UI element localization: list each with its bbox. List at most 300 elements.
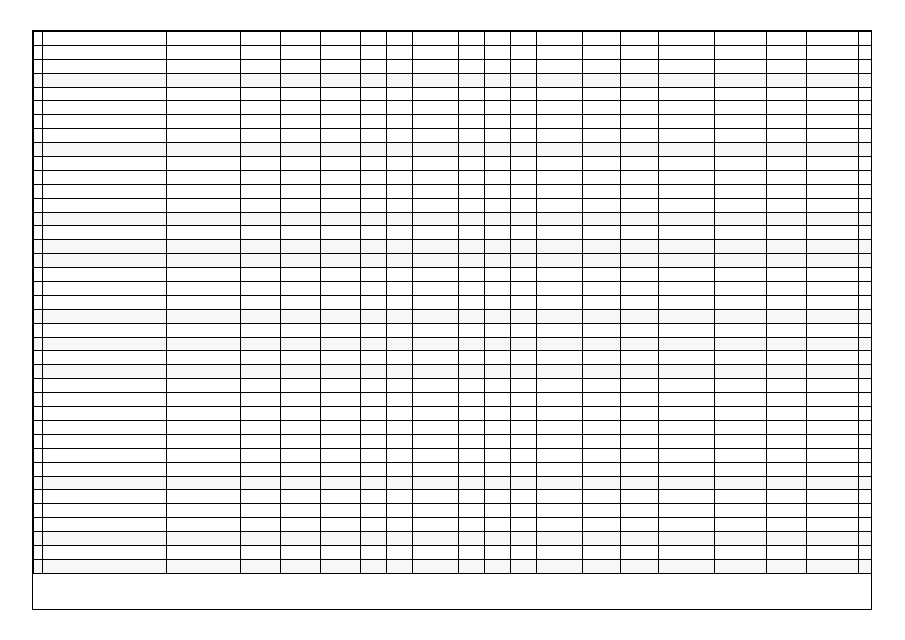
table-cell bbox=[361, 407, 387, 421]
table-cell bbox=[859, 504, 873, 518]
table-cell bbox=[459, 295, 485, 309]
table-cell bbox=[583, 532, 621, 546]
section-total-row bbox=[34, 337, 873, 351]
table-cell bbox=[715, 115, 767, 129]
table-cell bbox=[659, 240, 715, 254]
table-cell bbox=[485, 129, 511, 143]
table-cell bbox=[459, 129, 485, 143]
table-cell bbox=[241, 337, 281, 351]
table-cell bbox=[485, 504, 511, 518]
table-cell bbox=[43, 309, 167, 323]
table-cell bbox=[767, 365, 807, 379]
table-cell bbox=[413, 198, 459, 212]
table-cell bbox=[361, 448, 387, 462]
table-cell bbox=[459, 184, 485, 198]
table-cell bbox=[413, 59, 459, 73]
table-cell bbox=[715, 170, 767, 184]
table-cell bbox=[387, 101, 413, 115]
table-cell bbox=[387, 559, 413, 573]
table-cell bbox=[859, 420, 873, 434]
section-total-row bbox=[34, 476, 873, 490]
table-cell bbox=[459, 407, 485, 421]
table-cell bbox=[659, 282, 715, 296]
table-cell bbox=[485, 268, 511, 282]
table-cell bbox=[43, 559, 167, 573]
table-cell bbox=[859, 351, 873, 365]
table-cell bbox=[387, 393, 413, 407]
section-total-row bbox=[34, 212, 873, 226]
table-cell bbox=[485, 351, 511, 365]
section-total-row bbox=[34, 143, 873, 157]
table-cell bbox=[459, 462, 485, 476]
table-cell bbox=[537, 129, 583, 143]
table-cell bbox=[34, 157, 43, 171]
table-cell bbox=[241, 490, 281, 504]
table-cell bbox=[715, 254, 767, 268]
table-cell bbox=[459, 157, 485, 171]
table-cell bbox=[715, 379, 767, 393]
table-cell bbox=[459, 434, 485, 448]
table-cell bbox=[459, 143, 485, 157]
table-cell bbox=[241, 198, 281, 212]
table-cell bbox=[167, 73, 241, 87]
table-cell bbox=[659, 101, 715, 115]
table-cell bbox=[387, 545, 413, 559]
table-cell bbox=[281, 254, 321, 268]
table-cell bbox=[459, 393, 485, 407]
table-cell bbox=[387, 268, 413, 282]
table-cell bbox=[485, 212, 511, 226]
table-cell bbox=[583, 45, 621, 59]
table-cell bbox=[767, 504, 807, 518]
table-cell bbox=[485, 226, 511, 240]
table-cell bbox=[167, 323, 241, 337]
table-cell bbox=[511, 240, 537, 254]
table-cell bbox=[583, 129, 621, 143]
table-cell bbox=[859, 101, 873, 115]
table-cell bbox=[767, 393, 807, 407]
table-cell bbox=[167, 393, 241, 407]
table-cell bbox=[767, 184, 807, 198]
table-cell bbox=[659, 337, 715, 351]
table-cell bbox=[241, 434, 281, 448]
table-cell bbox=[621, 240, 659, 254]
table-cell bbox=[281, 490, 321, 504]
table-cell bbox=[583, 504, 621, 518]
table-cell bbox=[241, 309, 281, 323]
table-cell bbox=[807, 504, 859, 518]
table-cell bbox=[859, 407, 873, 421]
table-cell bbox=[361, 282, 387, 296]
table-cell bbox=[167, 545, 241, 559]
table-cell bbox=[361, 393, 387, 407]
table-cell bbox=[167, 184, 241, 198]
table-cell bbox=[281, 518, 321, 532]
table-cell bbox=[485, 32, 511, 46]
table-cell bbox=[241, 407, 281, 421]
table-cell bbox=[715, 532, 767, 546]
table-cell bbox=[859, 212, 873, 226]
table-cell bbox=[583, 157, 621, 171]
table-cell bbox=[807, 559, 859, 573]
table-cell bbox=[621, 490, 659, 504]
table-cell bbox=[537, 351, 583, 365]
table-cell bbox=[537, 448, 583, 462]
table-cell bbox=[281, 87, 321, 101]
table-cell bbox=[621, 351, 659, 365]
table-cell bbox=[459, 420, 485, 434]
table-cell bbox=[321, 240, 361, 254]
table-cell bbox=[413, 351, 459, 365]
table-cell bbox=[807, 198, 859, 212]
table-cell bbox=[34, 407, 43, 421]
table-cell bbox=[621, 393, 659, 407]
table-cell bbox=[361, 45, 387, 59]
table-cell bbox=[715, 87, 767, 101]
table-cell bbox=[241, 129, 281, 143]
table-cell bbox=[767, 323, 807, 337]
table-cell bbox=[387, 73, 413, 87]
table-cell bbox=[413, 504, 459, 518]
table-cell bbox=[34, 45, 43, 59]
table-cell bbox=[537, 101, 583, 115]
table-cell bbox=[621, 476, 659, 490]
table-cell bbox=[387, 129, 413, 143]
table-cell bbox=[511, 115, 537, 129]
table-cell bbox=[321, 545, 361, 559]
table-cell bbox=[321, 518, 361, 532]
table-cell bbox=[537, 365, 583, 379]
table-cell bbox=[621, 87, 659, 101]
table-cell bbox=[361, 129, 387, 143]
table-cell bbox=[583, 254, 621, 268]
table-cell bbox=[859, 268, 873, 282]
table-cell bbox=[715, 59, 767, 73]
table-cell bbox=[767, 45, 807, 59]
table-cell bbox=[583, 476, 621, 490]
table-cell bbox=[34, 170, 43, 184]
table-cell bbox=[34, 490, 43, 504]
housing-program-table bbox=[33, 31, 872, 574]
table-cell bbox=[43, 545, 167, 559]
table-cell bbox=[361, 240, 387, 254]
table-cell bbox=[34, 184, 43, 198]
table-cell bbox=[583, 212, 621, 226]
table-cell bbox=[485, 434, 511, 448]
table-cell bbox=[167, 490, 241, 504]
table-row bbox=[34, 184, 873, 198]
table-cell bbox=[43, 282, 167, 296]
table-cell bbox=[859, 184, 873, 198]
table-cell bbox=[387, 184, 413, 198]
table-cell bbox=[767, 143, 807, 157]
table-cell bbox=[715, 351, 767, 365]
table-cell bbox=[321, 351, 361, 365]
table-cell bbox=[387, 157, 413, 171]
table-cell bbox=[361, 212, 387, 226]
table-cell bbox=[241, 448, 281, 462]
table-cell bbox=[321, 170, 361, 184]
table-cell bbox=[485, 59, 511, 73]
table-cell bbox=[281, 393, 321, 407]
table-cell bbox=[167, 226, 241, 240]
table-cell bbox=[459, 226, 485, 240]
table-cell bbox=[583, 226, 621, 240]
table-cell bbox=[511, 254, 537, 268]
table-cell bbox=[43, 351, 167, 365]
table-cell bbox=[361, 226, 387, 240]
table-cell bbox=[281, 504, 321, 518]
table-cell bbox=[459, 532, 485, 546]
table-cell bbox=[537, 184, 583, 198]
table-row bbox=[34, 545, 873, 559]
table-cell bbox=[583, 407, 621, 421]
table-cell bbox=[413, 129, 459, 143]
table-cell bbox=[413, 545, 459, 559]
table-cell bbox=[537, 87, 583, 101]
table-cell bbox=[807, 212, 859, 226]
table-cell bbox=[621, 545, 659, 559]
table-cell bbox=[387, 32, 413, 46]
table-cell bbox=[413, 420, 459, 434]
table-cell bbox=[241, 115, 281, 129]
table-cell bbox=[859, 518, 873, 532]
table-cell bbox=[387, 448, 413, 462]
table-cell bbox=[281, 545, 321, 559]
table-cell bbox=[413, 226, 459, 240]
table-cell bbox=[387, 240, 413, 254]
table-cell bbox=[767, 73, 807, 87]
table-cell bbox=[537, 45, 583, 59]
table-cell bbox=[583, 143, 621, 157]
table-cell bbox=[859, 226, 873, 240]
table-cell bbox=[321, 365, 361, 379]
table-cell bbox=[485, 545, 511, 559]
table-cell bbox=[807, 420, 859, 434]
table-cell bbox=[413, 268, 459, 282]
table-cell bbox=[767, 59, 807, 73]
table-cell bbox=[281, 157, 321, 171]
table-cell bbox=[459, 268, 485, 282]
table-cell bbox=[485, 143, 511, 157]
table-cell bbox=[485, 462, 511, 476]
table-cell bbox=[485, 198, 511, 212]
table-row bbox=[34, 462, 873, 476]
table-cell bbox=[241, 143, 281, 157]
table-cell bbox=[167, 420, 241, 434]
table-cell bbox=[167, 379, 241, 393]
table-cell bbox=[459, 282, 485, 296]
table-cell bbox=[413, 323, 459, 337]
table-cell bbox=[34, 32, 43, 46]
table-cell bbox=[387, 143, 413, 157]
table-row bbox=[34, 59, 873, 73]
table-cell bbox=[281, 559, 321, 573]
table-cell bbox=[321, 87, 361, 101]
table-cell bbox=[241, 212, 281, 226]
table-cell bbox=[859, 545, 873, 559]
table-cell bbox=[34, 309, 43, 323]
table-cell bbox=[387, 45, 413, 59]
table-cell bbox=[281, 32, 321, 46]
table-cell bbox=[859, 379, 873, 393]
table-cell bbox=[387, 518, 413, 532]
table-cell bbox=[281, 337, 321, 351]
table-cell bbox=[459, 351, 485, 365]
table-cell bbox=[511, 323, 537, 337]
table-cell bbox=[659, 532, 715, 546]
table-cell bbox=[321, 337, 361, 351]
table-cell bbox=[321, 45, 361, 59]
table-cell bbox=[511, 101, 537, 115]
table-cell bbox=[859, 532, 873, 546]
table-cell bbox=[387, 476, 413, 490]
table-cell bbox=[387, 87, 413, 101]
table-cell bbox=[583, 559, 621, 573]
table-cell bbox=[511, 365, 537, 379]
table-cell bbox=[807, 115, 859, 129]
table-cell bbox=[715, 184, 767, 198]
table-row bbox=[34, 351, 873, 365]
table-cell bbox=[583, 282, 621, 296]
table-cell bbox=[715, 559, 767, 573]
table-cell bbox=[659, 559, 715, 573]
table-cell bbox=[715, 157, 767, 171]
table-cell bbox=[859, 476, 873, 490]
table-cell bbox=[34, 143, 43, 157]
table-cell bbox=[281, 129, 321, 143]
table-cell bbox=[34, 101, 43, 115]
table-cell bbox=[167, 268, 241, 282]
table-cell bbox=[583, 351, 621, 365]
table-cell bbox=[537, 73, 583, 87]
table-cell bbox=[767, 212, 807, 226]
table-cell bbox=[659, 309, 715, 323]
table-cell bbox=[537, 282, 583, 296]
table-cell bbox=[43, 462, 167, 476]
table-cell bbox=[767, 337, 807, 351]
table-cell bbox=[459, 559, 485, 573]
table-cell bbox=[485, 407, 511, 421]
section-total-row bbox=[34, 532, 873, 546]
table-cell bbox=[43, 407, 167, 421]
table-cell bbox=[537, 323, 583, 337]
table-cell bbox=[167, 504, 241, 518]
table-cell bbox=[621, 434, 659, 448]
table-cell bbox=[459, 101, 485, 115]
table-cell bbox=[459, 490, 485, 504]
table-cell bbox=[511, 87, 537, 101]
table-cell bbox=[485, 337, 511, 351]
table-cell bbox=[583, 240, 621, 254]
table-cell bbox=[241, 295, 281, 309]
table-cell bbox=[807, 254, 859, 268]
table-cell bbox=[859, 254, 873, 268]
table-row bbox=[34, 282, 873, 296]
table-cell bbox=[583, 87, 621, 101]
table-cell bbox=[361, 434, 387, 448]
table-cell bbox=[43, 87, 167, 101]
table-cell bbox=[511, 337, 537, 351]
table-cell bbox=[413, 87, 459, 101]
table-cell bbox=[659, 518, 715, 532]
table-cell bbox=[767, 226, 807, 240]
table-cell bbox=[361, 559, 387, 573]
table-cell bbox=[511, 448, 537, 462]
table-cell bbox=[859, 32, 873, 46]
table-cell bbox=[167, 351, 241, 365]
table-cell bbox=[167, 365, 241, 379]
table-cell bbox=[459, 59, 485, 73]
table-cell bbox=[859, 462, 873, 476]
table-cell bbox=[659, 87, 715, 101]
table-row bbox=[34, 504, 873, 518]
table-row bbox=[34, 490, 873, 504]
table-cell bbox=[583, 309, 621, 323]
table-cell bbox=[485, 170, 511, 184]
table-cell bbox=[387, 295, 413, 309]
table-cell bbox=[361, 143, 387, 157]
table-cell bbox=[387, 379, 413, 393]
table-cell bbox=[281, 365, 321, 379]
table-row bbox=[34, 420, 873, 434]
table-cell bbox=[859, 365, 873, 379]
section-total-row bbox=[34, 254, 873, 268]
table-cell bbox=[361, 101, 387, 115]
table-cell bbox=[583, 59, 621, 73]
table-cell bbox=[621, 309, 659, 323]
table-cell bbox=[34, 254, 43, 268]
table-cell bbox=[459, 212, 485, 226]
table-cell bbox=[715, 337, 767, 351]
table-cell bbox=[807, 268, 859, 282]
table-cell bbox=[621, 73, 659, 87]
table-cell bbox=[621, 254, 659, 268]
table-cell bbox=[485, 518, 511, 532]
table-cell bbox=[34, 268, 43, 282]
table-cell bbox=[659, 73, 715, 87]
table-cell bbox=[583, 337, 621, 351]
table-cell bbox=[361, 490, 387, 504]
table-cell bbox=[767, 379, 807, 393]
table-cell bbox=[387, 59, 413, 73]
table-cell bbox=[241, 87, 281, 101]
table-cell bbox=[715, 295, 767, 309]
table-cell bbox=[43, 157, 167, 171]
table-cell bbox=[537, 295, 583, 309]
table-cell bbox=[321, 198, 361, 212]
table-cell bbox=[43, 337, 167, 351]
table-cell bbox=[859, 309, 873, 323]
table-cell bbox=[281, 323, 321, 337]
table-cell bbox=[485, 379, 511, 393]
table-cell bbox=[621, 407, 659, 421]
table-cell bbox=[767, 309, 807, 323]
table-row bbox=[34, 101, 873, 115]
table-cell bbox=[859, 170, 873, 184]
table-row bbox=[34, 407, 873, 421]
table-cell bbox=[413, 476, 459, 490]
table-cell bbox=[321, 490, 361, 504]
table-cell bbox=[281, 184, 321, 198]
table-cell bbox=[43, 101, 167, 115]
table-cell bbox=[659, 143, 715, 157]
table-cell bbox=[807, 462, 859, 476]
table-cell bbox=[321, 393, 361, 407]
table-cell bbox=[387, 407, 413, 421]
table-cell bbox=[413, 157, 459, 171]
table-cell bbox=[859, 157, 873, 171]
